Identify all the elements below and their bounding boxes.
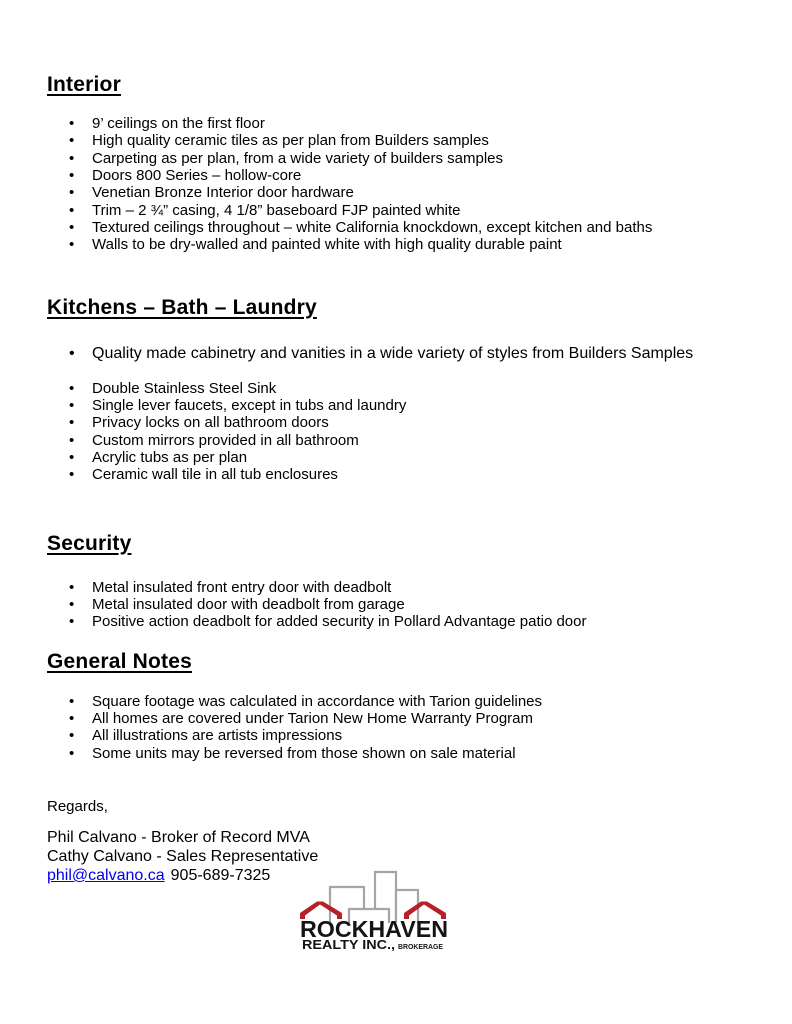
section-title-kitchens-bath-laundry: Kitchens – Bath – Laundry [47, 295, 317, 319]
bullet-item: • Textured ceilings throughout – white California knockdown, except kitchen and baths [47, 219, 752, 236]
bullet-item: • Ceramic wall tile in all tub enclosures [47, 466, 752, 483]
section-security [47, 532, 752, 631]
signature-name-line-2: Cathy Calvano - Sales Representative [47, 847, 319, 865]
section-title-security: Security [47, 531, 132, 555]
bullet-item: • Venetian Bronze Interior door hardware [47, 184, 752, 201]
email-link[interactable]: phil@calvano.ca [47, 866, 165, 884]
signature-closing: Regards, [47, 797, 108, 815]
section-title-general-notes: General Notes [47, 649, 192, 673]
bullet-item: • Single lever faucets, except in tubs and laundry [47, 397, 752, 414]
logo-realty-text: REALTY INC., [302, 938, 395, 952]
section-interior [47, 0, 752, 254]
interior-bullet-list [47, 115, 752, 254]
section-kitchens-bath-laundry [47, 296, 752, 484]
kitchens-lead-bullet-list [47, 344, 752, 363]
bullet-item: • Some units may be reversed from those shown on sale material [47, 745, 752, 762]
bullet-item: • Square footage was calculated in accordance with Tarion guidelines [47, 693, 752, 710]
section-general-notes [47, 650, 752, 762]
bullet-item: • Walls to be dry-walled and painted white with high quality durable paint [47, 236, 752, 253]
bullet-item: • All illustrations are artists impressions [47, 727, 752, 744]
bullet-item: • Double Stainless Steel Sink [47, 380, 752, 397]
bullet-item: • Privacy locks on all bathroom doors [47, 414, 752, 431]
bullet-item: • All homes are covered under Tarion New Home Warranty Program [47, 710, 752, 727]
rockhaven-logo-graphic [298, 866, 450, 952]
bullet-item: • High quality ceramic tiles as per plan from Builders samples [47, 132, 752, 149]
kitchens-bullet-list [47, 380, 752, 484]
logo-brokerage-text: BROKERAGE [398, 944, 444, 951]
bullet-item: • Custom mirrors provided in all bathroom [47, 432, 752, 449]
general-notes-bullet-list [47, 693, 752, 762]
bullet-item: • Positive action deadbolt for added security in Pollard Advantage patio door [47, 613, 752, 630]
rockhaven-realty-logo [298, 866, 450, 952]
security-bullet-list [47, 579, 752, 631]
bullet-item: • Acrylic tubs as per plan [47, 449, 752, 466]
bullet-item: • Quality made cabinetry and vanities in a wide variety of styles from Builders Samples [47, 344, 752, 363]
phone-number: 905-689-7325 [170, 866, 271, 884]
bullet-item: • Metal insulated front entry door with deadbolt [47, 579, 752, 596]
bullet-item: • Trim – 2 ¾” casing, 4 1/8” baseboard FJP painted white [47, 202, 752, 219]
bullet-item: • Doors 800 Series – hollow-core [47, 167, 752, 184]
bullet-item: • 9’ ceilings on the first floor [47, 115, 752, 132]
bullet-item: • Carpeting as per plan, from a wide variety of builders samples [47, 150, 752, 167]
signature-name-line-1: Phil Calvano - Broker of Record MVA [47, 828, 310, 846]
logo-company-name: ROCKHAVEN [300, 916, 448, 942]
section-title-interior: Interior [47, 73, 121, 96]
bullet-item: • Metal insulated door with deadbolt from garage [47, 596, 752, 613]
